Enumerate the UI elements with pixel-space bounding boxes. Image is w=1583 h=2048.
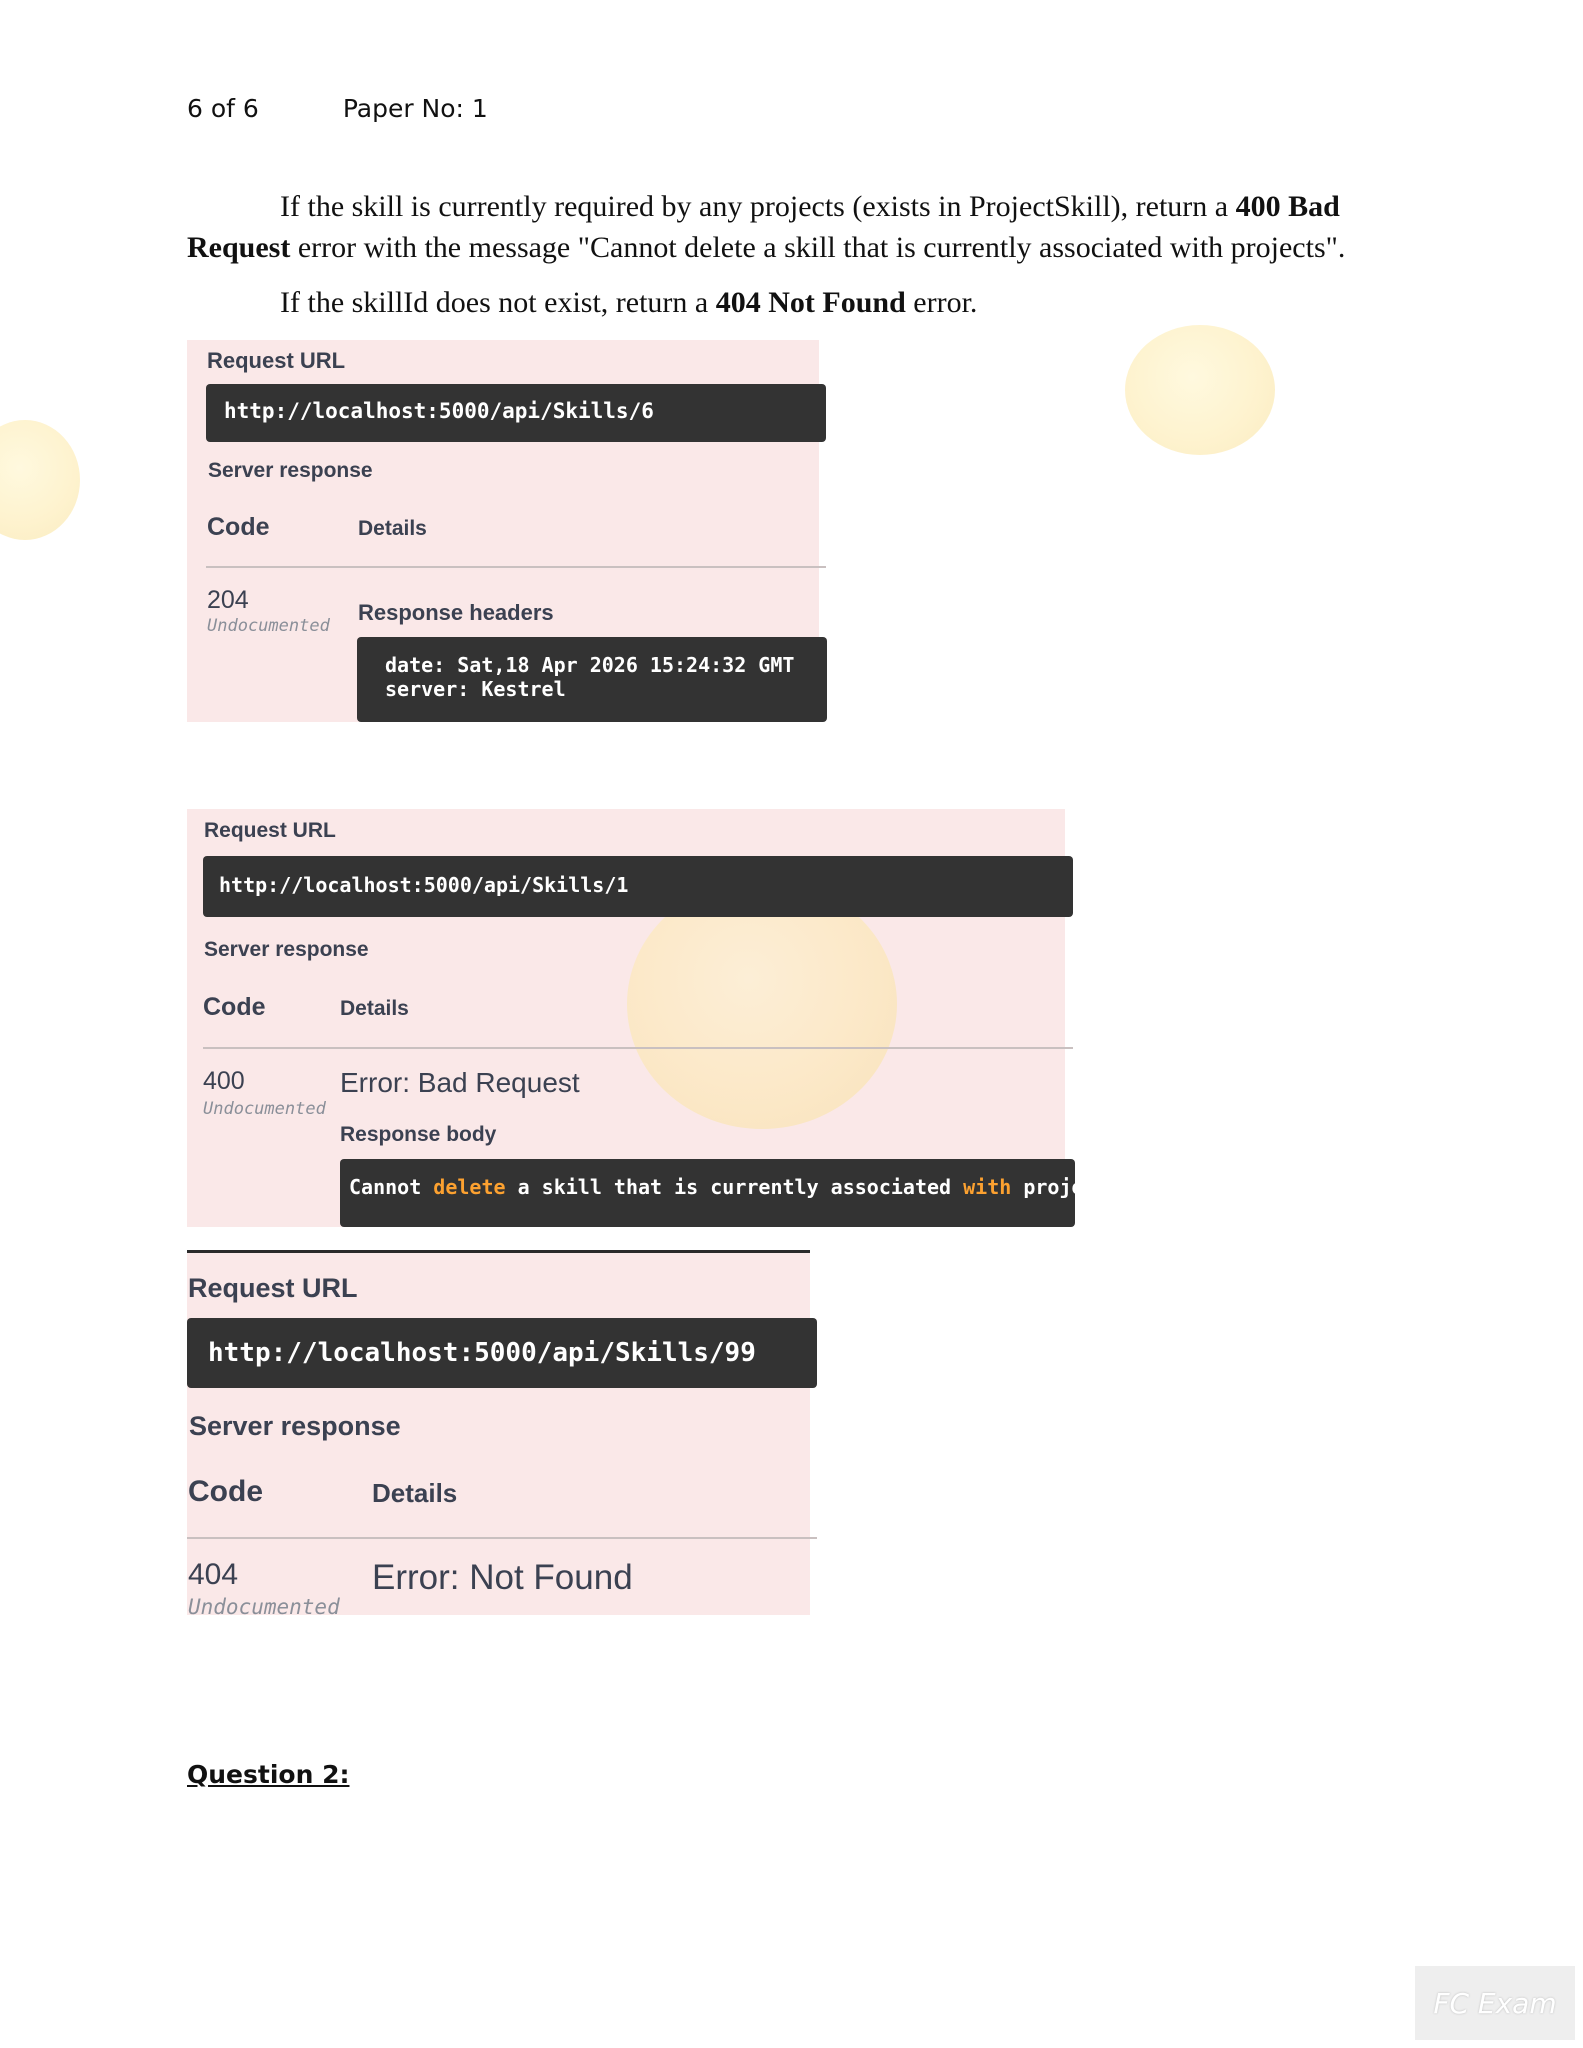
- text: error with the message "Cannot delete a skill that is currently associated with projects".: [290, 231, 1346, 264]
- body-keyword: delete: [433, 1175, 506, 1199]
- header-server: server: Kestrel: [385, 677, 566, 701]
- server-response-label: Server response: [189, 1411, 401, 1441]
- server-response-label: Server response: [204, 938, 369, 961]
- watermark-emoji-icon: [0, 420, 80, 540]
- bold-text: 404 Not Found: [715, 286, 906, 319]
- response-panel-404: [187, 1250, 810, 1619]
- request-url-label: Request URL: [207, 348, 346, 373]
- request-url-box[interactable]: http://localhost:5000/api/Skills/99: [187, 1318, 817, 1388]
- status-code: 404: [188, 1558, 239, 1591]
- request-url-box[interactable]: http://localhost:5000/api/Skills/1: [203, 856, 1073, 917]
- body-keyword: with: [963, 1175, 1012, 1199]
- details-column-header: Details: [358, 517, 427, 540]
- divider: [203, 1047, 1073, 1049]
- fc-exam-logo: [1415, 1966, 1575, 2040]
- question-heading: Question 2:: [187, 1760, 350, 1789]
- undocumented-label: Undocumented: [188, 1595, 340, 1619]
- header-date: date: Sat,18 Apr 2026 15:24:32 GMT: [385, 653, 795, 677]
- request-url-box[interactable]: http://localhost:5000/api/Skills/6: [206, 384, 826, 442]
- response-panel-400: [187, 809, 1120, 1227]
- paragraph-not-found: [187, 282, 1417, 323]
- code-column-header: Code: [203, 993, 266, 1021]
- text: If the skillId does not exist, return a: [280, 286, 716, 319]
- status-code: 204: [207, 586, 249, 614]
- error-message: Error: Not Found: [372, 1558, 633, 1597]
- logo-text: FC Exam: [1433, 1986, 1557, 2020]
- paper-number: Paper No: 1: [342, 94, 488, 123]
- code-column-header: Code: [188, 1475, 263, 1508]
- code-column-header: Code: [207, 513, 270, 541]
- response-body-box: [340, 1159, 1120, 1227]
- response-body-label: Response body: [340, 1123, 497, 1146]
- body-text: a skill that is currently associated: [505, 1175, 964, 1199]
- response-headers-label: Response headers: [358, 600, 554, 625]
- body-text: Cannot: [349, 1175, 434, 1199]
- request-url-label: Request URL: [204, 819, 336, 842]
- body-text: projects: [1011, 1175, 1120, 1199]
- divider: [206, 566, 826, 568]
- status-code: 400: [203, 1067, 245, 1095]
- text: error.: [905, 286, 978, 319]
- response-panel-204: [187, 340, 819, 722]
- page-header: [187, 94, 488, 123]
- paragraph-bad-request: [187, 186, 1417, 268]
- server-response-label: Server response: [208, 459, 373, 482]
- request-url-label: Request URL: [188, 1273, 358, 1303]
- response-headers-box: [357, 637, 827, 722]
- undocumented-label: Undocumented: [203, 1099, 326, 1119]
- text: If the skill is currently required by any projects (exists in ProjectSkill), return a: [280, 190, 1236, 223]
- divider: [187, 1537, 817, 1539]
- bold-text: 400 Bad Request: [187, 190, 1340, 264]
- details-column-header: Details: [372, 1478, 458, 1508]
- error-message: Error: Bad Request: [340, 1067, 580, 1098]
- undocumented-label: Undocumented: [207, 616, 330, 636]
- details-column-header: Details: [340, 997, 409, 1020]
- page-number: 6 of 6: [187, 94, 259, 123]
- watermark-emoji-icon: [1125, 325, 1275, 455]
